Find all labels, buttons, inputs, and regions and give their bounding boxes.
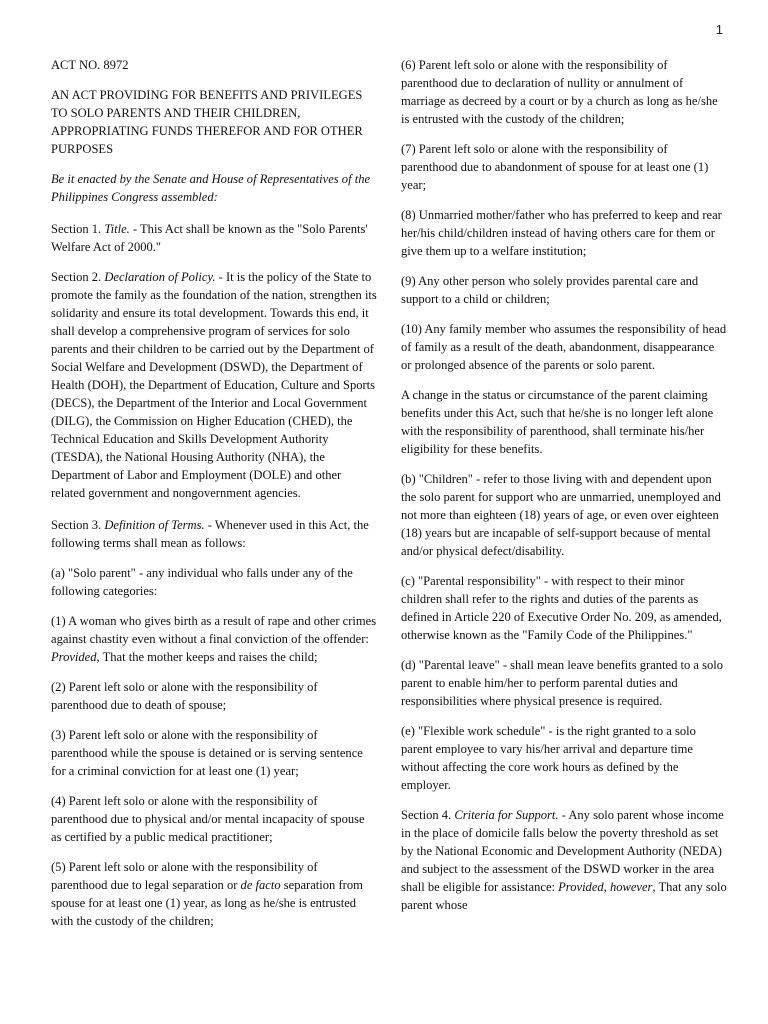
definition-b-children: (b) "Children" - refer to those living with and dependent upon the solo parent for support who are unmarried, unemployed and not more than eighteen (18) years of age, or even over eighteen (18) years but are incapable of self-support because of mental and/or physical defect/disability. — [401, 472, 721, 558]
right-column — [401, 56, 727, 928]
category-5-paragraph — [51, 858, 377, 930]
definition-c-parental-responsibility: (c) "Parental responsibility" - with respect to their minor children shall refer to the rights and duties of the parents as defined in Article 220 of Executive Order No. 209, as amended, otherwise known as the "Family Code of the Philippines." — [401, 574, 722, 642]
category-5-text: (5) Parent left solo or alone with the responsibility of parenthood due to legal separation or — [51, 860, 318, 892]
definition-e-flexible-work-schedule: (e) "Flexible work schedule" - is the right granted to a solo parent employee to vary his/her arrival and departure time without affecting the core work hours as defined by the employer. — [401, 724, 696, 792]
section-4-body: - Any solo parent whose income in the place of domicile falls below the poverty threshold as set by the National Economic and Development Authority (NEDA) and subject to the assessment of the DSWD worker in the area shall be eligible for assistance: — [401, 808, 724, 894]
status-change-paragraph: A change in the status or circumstance of the parent claiming benefits under this Act, such that he/she is no longer left alone with the responsibility of parenthood, shall terminate his/her eligibility for these benefits. — [401, 388, 714, 456]
section-3-heading: Definition of Terms. — [104, 518, 205, 532]
section-4-heading: Criteria for Support. — [454, 808, 559, 822]
section-1-heading: Title. — [104, 222, 130, 236]
definition-a-solo-parent: (a) "Solo parent" - any individual who falls under any of the following categories: — [51, 566, 353, 598]
category-4-paragraph: (4) Parent left solo or alone with the responsibility of parenthood due to physical and/or mental incapacity of spouse as certified by a public medical practitioner; — [51, 794, 365, 844]
section-3-body: - Whenever used in this Act, the following terms shall mean as follows: — [51, 518, 369, 550]
category-2-paragraph: (2) Parent left solo or alone with the responsibility of parenthood due to death of spouse; — [51, 680, 318, 712]
act-title: AN ACT PROVIDING FOR BENEFITS AND PRIVILEGES TO SOLO PARENTS AND THEIR CHILDREN, APPROPRIATING FUNDS THEREFOR AND FOR OTHER PURPOSES — [51, 88, 363, 156]
category-5-emphasis: de facto — [240, 878, 281, 892]
section-4-paragraph — [401, 806, 727, 914]
section-2-paragraph — [51, 268, 377, 502]
definition-d-parental-leave: (d) "Parental leave" - shall mean leave benefits granted to a solo parent to enable him/her to perform parental duties and responsibilities where physical presence is required. — [401, 658, 724, 708]
section-2-body: - It is the policy of the State to promote the family as the foundation of the nation, strengthen its solidarity and ensure its total development. Towards this end, it shall develop a comprehensive program of services for solo parents and their children to be carried out by the Department of Social Welfare and Development (DSWD), the Department of Health (DOH), the Department of Education, Culture and Sports (DECS), the Department of the Interior and Local Government (DILG), the Commission on Higher Education (CHED), the Technical Education and Skills Development Authority (TESDA), the National Housing Authority (NHA), the Department of Labor and Employment (DOLE) and other related government and nongovernment agencies. — [51, 270, 377, 500]
section-4-lead: Section 4. — [401, 808, 452, 822]
section-3-paragraph — [51, 516, 377, 552]
act-number: ACT NO. 8972 — [51, 58, 129, 72]
category-5-text-end: separation from spouse for at least one (1) year, as long as he/she is entrusted with the custody of the children; — [51, 878, 363, 928]
section-1-body: - This Act shall be known as the "Solo Parents' Welfare Act of 2000." — [51, 222, 368, 254]
section-1-paragraph — [51, 220, 377, 256]
page-number: 1 — [715, 22, 723, 37]
section-4-body-end: , That any solo parent whose — [401, 880, 727, 912]
category-1-emphasis: Provided — [51, 650, 97, 664]
section-2-heading: Declaration of Policy. — [104, 270, 216, 284]
section-1-lead: Section 1. — [51, 222, 102, 236]
left-column — [51, 56, 377, 942]
category-8-paragraph: (8) Unmarried mother/father who has preferred to keep and rear her/his child/children instead of having others care for them or give them up to a welfare institution; — [401, 208, 722, 258]
category-7-paragraph: (7) Parent left solo or alone with the responsibility of parenthood due to abandonment of spouse for at least one (1) year; — [401, 142, 709, 192]
section-2-lead: Section 2. — [51, 270, 102, 284]
category-3-paragraph: (3) Parent left solo or alone with the responsibility of parenthood while the spouse is detained or is serving sentence for a criminal conviction for at least one (1) year; — [51, 728, 363, 778]
category-1-text-end: , That the mother keeps and raises the child; — [96, 650, 318, 664]
category-6-paragraph: (6) Parent left solo or alone with the responsibility of parenthood due to declaration of nullity or annulment of marriage as decreed by a court or by a church as long as he/she is entrusted with the custody of the children; — [401, 58, 718, 126]
category-9-paragraph: (9) Any other person who solely provides parental care and support to a child or children; — [401, 274, 699, 306]
category-1-paragraph — [51, 612, 377, 666]
section-3-lead: Section 3. — [51, 518, 102, 532]
category-1-text: (1) A woman who gives birth as a result of rape and other crimes against chastity even without a final conviction of the offender: — [51, 614, 377, 646]
category-10-paragraph: (10) Any family member who assumes the responsibility of head of family as a result of the death, abandonment, disappearance or prolonged absence of the parents or solo parent. — [401, 322, 727, 372]
enacting-clause: Be it enacted by the Senate and House of Representatives of the Philippines Congress assembled: — [51, 172, 371, 204]
section-4-emphasis: Provided, however — [558, 880, 653, 894]
